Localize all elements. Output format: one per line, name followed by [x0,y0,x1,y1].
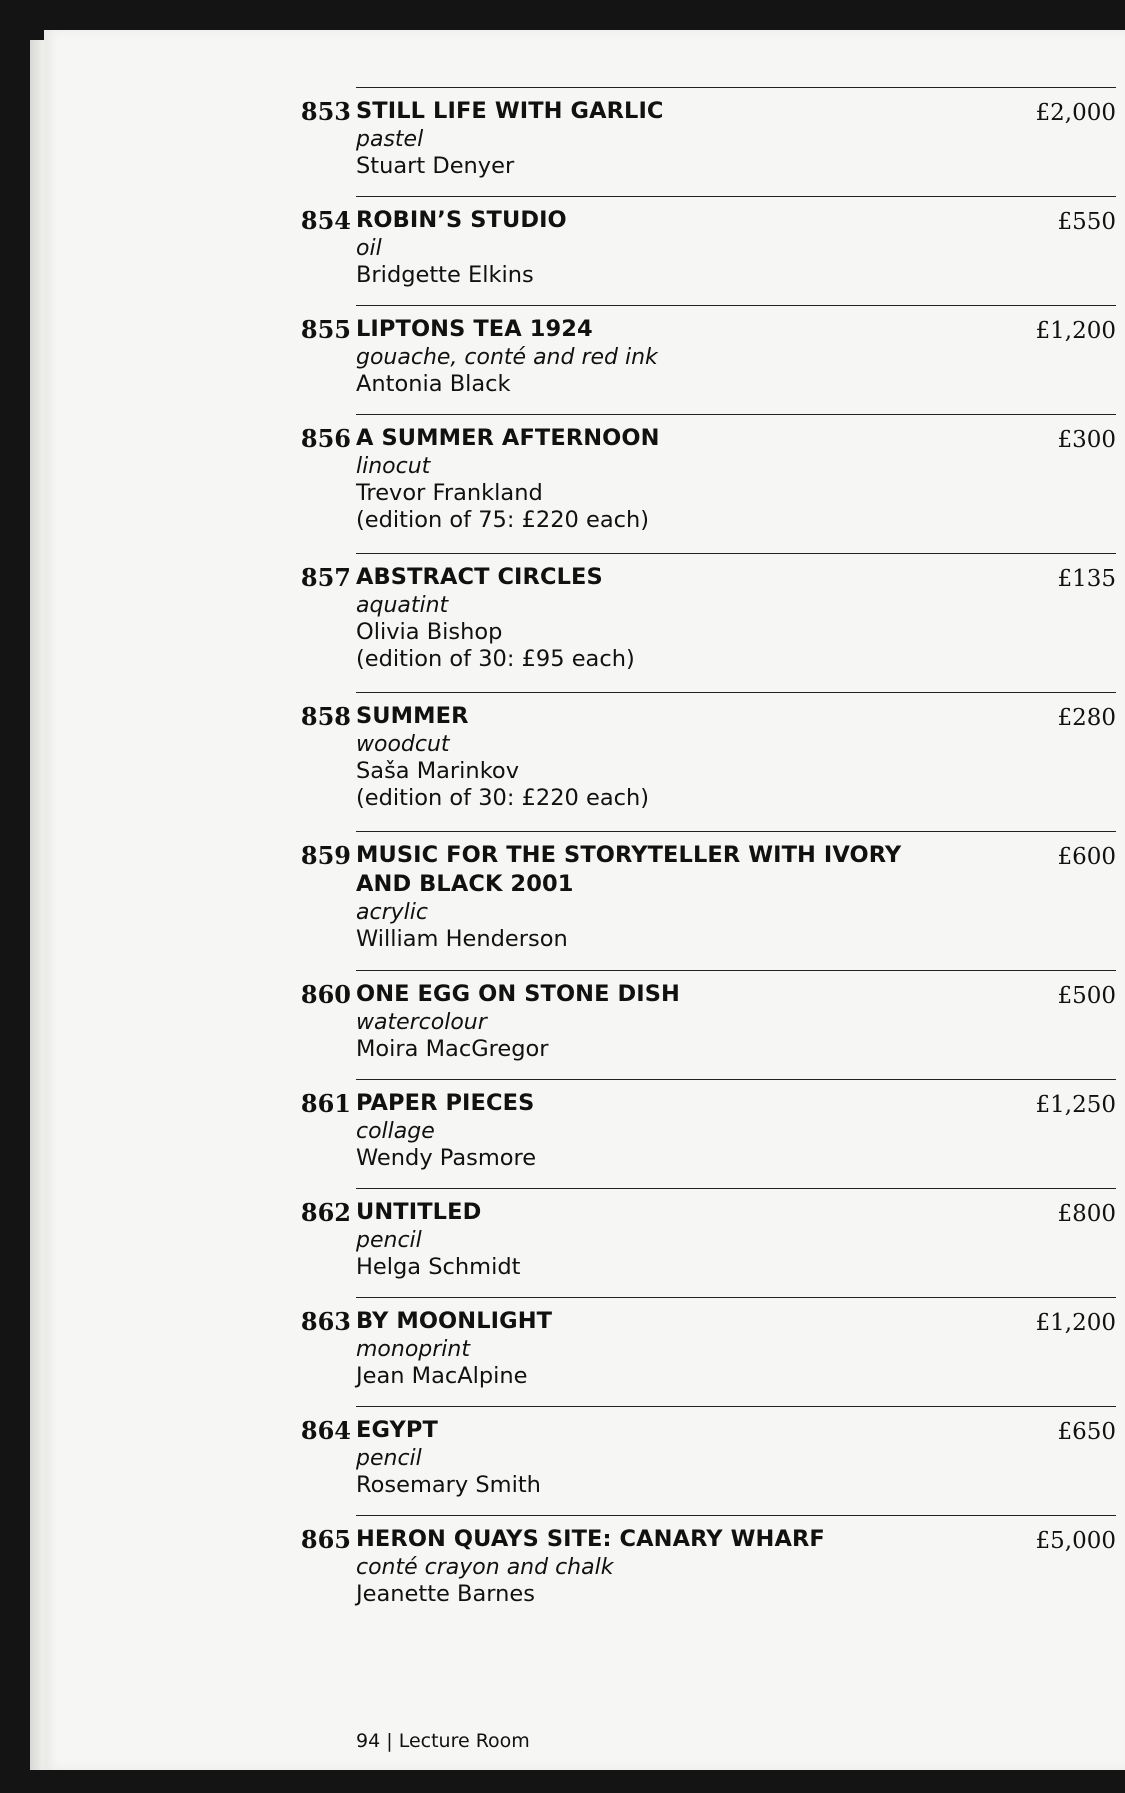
artist-name: Helga Schmidt [356,1254,521,1280]
artwork-title: SUMMER [356,703,469,729]
entry-rule [356,1297,1116,1298]
artwork-title: EGYPT [356,1417,438,1443]
entry-rule [356,305,1116,306]
artist-name: Jean MacAlpine [356,1363,528,1389]
entry-rule [356,196,1116,197]
entry-rule [356,692,1116,693]
artist-name: Rosemary Smith [356,1472,541,1498]
page-footer [356,1730,530,1752]
artist-name: William Henderson [356,926,568,952]
artwork-title: MUSIC FOR THE STORYTELLER WITH IVORY [356,842,902,868]
lot-number: 860 [300,980,351,1009]
artist-name: Antonia Black [356,371,511,397]
artwork-price: £550 [1057,209,1116,235]
artwork-title: A SUMMER AFTERNOON [356,425,660,451]
section-name: Lecture Room [398,1730,530,1752]
artwork-price: £500 [1057,983,1116,1009]
entry-rule [356,1079,1116,1080]
lot-number: 865 [300,1525,351,1554]
artwork-title: ROBIN’S STUDIO [356,207,567,233]
edition-info: (edition of 30: £220 each) [356,785,650,811]
artwork-price: £1,200 [1035,318,1116,344]
artwork-price: £800 [1057,1201,1116,1227]
lot-number: 862 [300,1198,351,1227]
artist-name: Jeanette Barnes [356,1581,535,1607]
edition-info: (edition of 75: £220 each) [356,507,650,533]
artwork-medium: monoprint [356,1337,470,1362]
artwork-price: £650 [1057,1419,1116,1445]
artist-name: Trevor Frankland [356,480,543,506]
artwork-medium: aquatint [356,593,449,618]
artwork-medium: pencil [356,1228,422,1253]
artwork-medium: oil [356,236,382,261]
entry-text [356,206,926,289]
entry-rule [356,1188,1116,1189]
lot-number: 858 [300,702,351,731]
lot-number: 861 [300,1089,351,1118]
artwork-medium: collage [356,1119,435,1144]
artwork-title: UNTITLED [356,1199,482,1225]
entry-rule [356,970,1116,971]
artwork-medium: conté crayon and chalk [356,1555,614,1580]
entry-text [356,424,926,534]
artwork-title-line-2: AND BLACK 2001 [356,871,574,897]
artwork-title: PAPER PIECES [356,1090,535,1116]
artwork-price: £280 [1057,705,1116,731]
lot-number: 853 [300,97,351,126]
catalogue-page [44,30,1125,1770]
artwork-title: ONE EGG ON STONE DISH [356,981,680,1007]
lot-number: 855 [300,315,351,344]
artist-name: Bridgette Elkins [356,262,534,288]
entry-text [356,980,926,1063]
artwork-medium: pencil [356,1446,422,1471]
lot-number: 857 [300,563,351,592]
artwork-price: £135 [1057,566,1116,592]
entry-text [356,1198,926,1281]
lot-number: 856 [300,424,351,453]
artwork-price: £2,000 [1035,100,1116,126]
entry-rule [356,414,1116,415]
footer-separator: | [386,1730,393,1752]
entry-text [356,1089,926,1172]
artwork-price: £600 [1057,844,1116,870]
artwork-medium: acrylic [356,900,428,925]
entry-text [356,315,926,398]
entry-text [356,1525,926,1608]
artist-name: Wendy Pasmore [356,1145,537,1171]
lot-number: 864 [300,1416,351,1445]
edition-info: (edition of 30: £95 each) [356,646,635,672]
artwork-title: BY MOONLIGHT [356,1308,553,1334]
artwork-title: ABSTRACT CIRCLES [356,564,603,590]
page-number: 94 [356,1730,381,1752]
artwork-price: £1,250 [1035,1092,1116,1118]
artwork-title: LIPTONS TEA 1924 [356,316,593,342]
entry-rule [356,553,1116,554]
lot-number: 854 [300,206,351,235]
lot-number: 863 [300,1307,351,1336]
entry-rule [356,831,1116,832]
artist-name: Saša Marinkov [356,758,520,784]
artwork-medium: pastel [356,127,424,152]
artwork-price: £1,200 [1035,1310,1116,1336]
artist-name: Stuart Denyer [356,153,515,179]
entry-text [356,841,926,953]
artwork-title: HERON QUAYS SITE: CANARY WHARF [356,1526,825,1552]
artwork-price: £300 [1057,427,1116,453]
artist-name: Olivia Bishop [356,619,503,645]
lot-number: 859 [300,841,351,870]
entry-text [356,563,926,673]
artwork-medium: woodcut [356,732,450,757]
entry-text [356,1307,926,1390]
entry-text [356,97,926,180]
entry-text [356,702,926,812]
artwork-price: £5,000 [1035,1528,1116,1554]
artwork-medium: linocut [356,454,431,479]
artist-name: Moira MacGregor [356,1036,549,1062]
entry-rule [356,1515,1116,1516]
entry-text [356,1416,926,1499]
artwork-medium: watercolour [356,1010,487,1035]
artwork-title: STILL LIFE WITH GARLIC [356,98,664,124]
entry-rule [356,1406,1116,1407]
artwork-medium: gouache, conté and red ink [356,345,658,370]
entry-rule [356,87,1116,88]
